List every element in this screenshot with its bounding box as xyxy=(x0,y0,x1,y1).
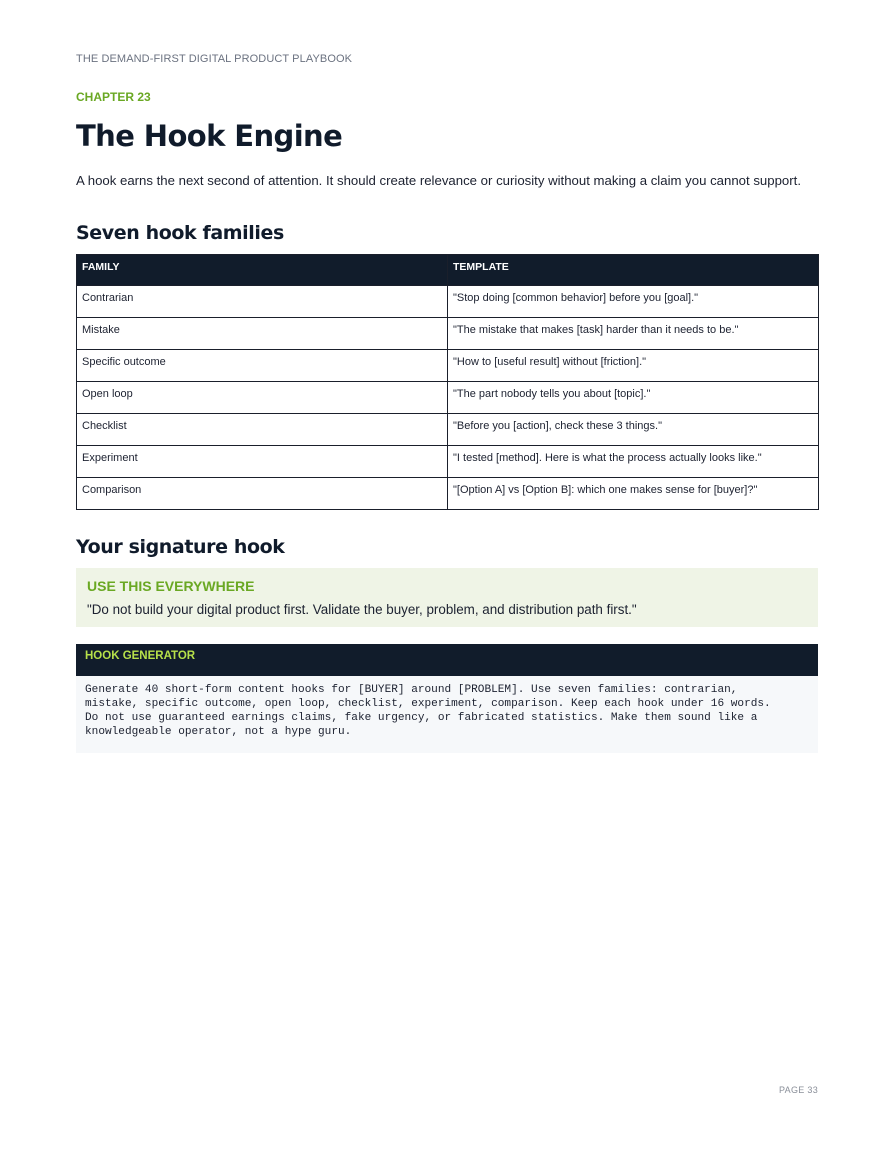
callout-text: "Do not build your digital product first. Validate the buyer, problem, and distribution path first." xyxy=(87,602,637,617)
table-row xyxy=(77,414,819,446)
chapter-intro: A hook earns the next second of attention. It should create relevance or curiosity without making a claim you cannot support. xyxy=(76,173,801,188)
generator-prompt-box xyxy=(76,676,818,753)
signature-callout xyxy=(76,568,818,627)
template-cell: "[Option A] vs [Option B]: which one makes sense for [buyer]?" xyxy=(448,478,819,510)
table-row xyxy=(77,318,819,350)
page-number: PAGE 33 xyxy=(779,1085,818,1095)
template-cell: "I tested [method]. Here is what the process actually looks like." xyxy=(448,446,819,478)
family-cell: Mistake xyxy=(77,318,448,350)
template-cell: "Stop doing [common behavior] before you [goal]." xyxy=(448,286,819,318)
family-cell: Comparison xyxy=(77,478,448,510)
hook-families-table xyxy=(76,254,819,510)
families-heading: Seven hook families xyxy=(76,222,284,244)
chapter-title: The Hook Engine xyxy=(76,119,343,153)
template-cell: "The mistake that makes [task] harder than it needs to be." xyxy=(448,318,819,350)
callout-label: USE THIS EVERYWHERE xyxy=(87,578,255,594)
running-header: THE DEMAND-FIRST DIGITAL PRODUCT PLAYBOOK xyxy=(76,53,353,65)
family-cell: Open loop xyxy=(77,382,448,414)
family-cell: Contrarian xyxy=(77,286,448,318)
family-cell: Experiment xyxy=(77,446,448,478)
table-row xyxy=(77,382,819,414)
family-cell: Specific outcome xyxy=(77,350,448,382)
family-cell: Checklist xyxy=(77,414,448,446)
template-cell: "How to [useful result] without [friction]." xyxy=(448,350,819,382)
generator-label: HOOK GENERATOR xyxy=(85,650,196,662)
table-row xyxy=(77,478,819,510)
template-cell: "Before you [action], check these 3 things." xyxy=(448,414,819,446)
table-header-row xyxy=(77,255,819,286)
template-cell: "The part nobody tells you about [topic]." xyxy=(448,382,819,414)
signature-heading: Your signature hook xyxy=(76,536,285,558)
chapter-label: CHAPTER 23 xyxy=(76,90,151,104)
table-row xyxy=(77,350,819,382)
table-row xyxy=(77,286,819,318)
generator-header xyxy=(76,644,818,676)
table-row xyxy=(77,446,819,478)
column-header-family: FAMILY xyxy=(77,255,448,286)
generator-prompt-text: Generate 40 short-form content hooks for [BUYER] around [PROBLEM]. Use seven families: contrarian, mistake, specific outcome, open loop, checklist, experiment, comparison. Keep each hook under 16 words. Do not use guaranteed earnings claims, fake urgency, or fabricated statistics. Make them sound like a knowledgeable operator, not a hype guru. xyxy=(85,684,771,738)
column-header-template: TEMPLATE xyxy=(448,255,819,286)
